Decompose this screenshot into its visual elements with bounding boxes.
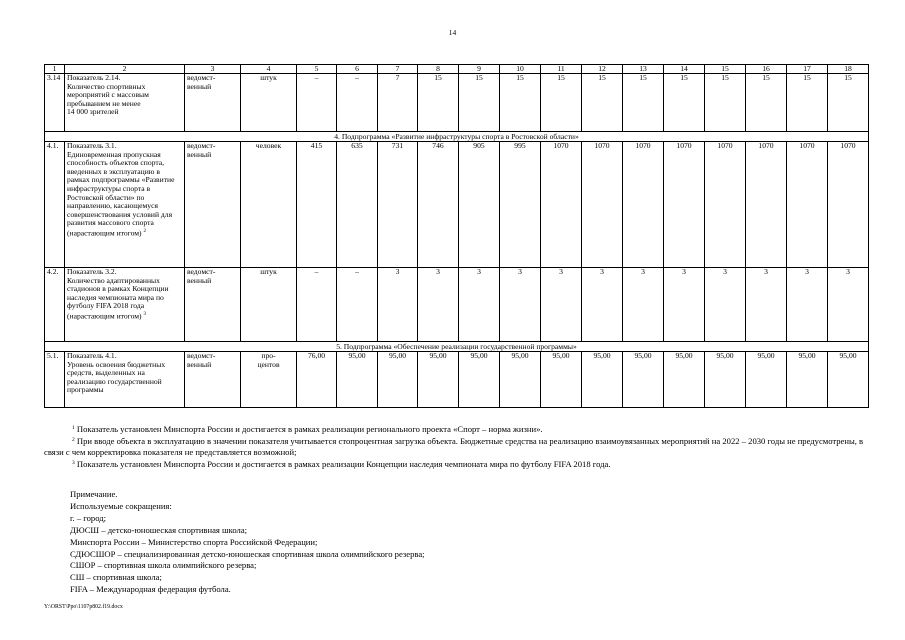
value-cell: [705, 74, 746, 132]
value-cell: [418, 352, 459, 408]
section-title: 5. Подпрограмма «Обеспечение реализации государственной программы»: [45, 342, 869, 352]
value-cell-text: 3: [477, 267, 481, 276]
footnote-text: При вводе объекта в эксплуатацию в значении показателя учитывается стопроцентная загрузка объекта. Бюджетные средства на реализацию взаимоувязанных мероприятий на 2022 – 2030 годы не предусмотрены, в связи с чем корректировка показателя не представляется возможной;: [44, 435, 864, 458]
value-cell: [664, 268, 705, 342]
value-cell: [582, 268, 623, 342]
page-number: 14: [448, 28, 457, 37]
value-cell: [705, 268, 746, 342]
value-cell: [541, 352, 582, 408]
table-header-row: [45, 65, 869, 74]
value-cell: [787, 74, 828, 132]
header-cell: 7: [378, 65, 418, 74]
data-source-text: ведомст- венный: [187, 141, 216, 159]
row-number: [45, 142, 65, 268]
indicators-table: [44, 64, 869, 408]
value-cell: [828, 74, 869, 132]
value-cell: [418, 268, 459, 342]
data-source: [185, 268, 241, 342]
indicator-name-text: Показатель 3.2. Количество адаптированных стадионов в рамках Концепции наследия чемпионата мира по футболу FIFA 2018 года (нарастающим итогом): [67, 267, 169, 321]
value-cell-text: 95,00: [511, 351, 529, 360]
value-cell-text: –: [314, 73, 319, 82]
value-cell: [541, 142, 582, 268]
value-cell: [664, 352, 705, 408]
unit: [241, 142, 297, 268]
row-number: [45, 268, 65, 342]
value-cell-text: 15: [680, 73, 688, 82]
value-cell-text: 15: [721, 73, 729, 82]
value-cell: [500, 142, 541, 268]
value-cell: [541, 74, 582, 132]
value-cell: [378, 352, 418, 408]
section-row: [45, 342, 869, 352]
value-cell: [337, 74, 378, 132]
value-cell: [623, 74, 664, 132]
indicator-name: [65, 268, 185, 342]
value-cell-text: 95,00: [675, 351, 693, 360]
value-cell-text: 3: [559, 267, 563, 276]
row-number: [45, 74, 65, 132]
value-cell-text: 15: [639, 73, 647, 82]
remark-line: ДЮСШ – детско-юношеская спортивная школа;: [70, 524, 248, 535]
value-cell: [378, 74, 418, 132]
header-cell: 6: [337, 65, 378, 74]
header-cell: 14: [664, 65, 705, 74]
value-cell-text: 1070: [676, 141, 692, 150]
header-cell: 10: [500, 65, 541, 74]
header-cell: 17: [787, 65, 828, 74]
value-cell-text: 95,00: [429, 351, 447, 360]
unit-text: человек: [255, 141, 282, 150]
value-cell-text: 95,00: [470, 351, 488, 360]
value-cell-text: 1070: [635, 141, 651, 150]
remark-line: СДЮСШОР – специализированная детско-юношеская спортивная школа олимпийского резерва;: [70, 548, 425, 559]
value-cell-text: 635: [351, 141, 363, 150]
value-cell-text: 95,00: [634, 351, 652, 360]
footnote: [44, 424, 864, 436]
value-cell-text: 1070: [717, 141, 733, 150]
value-cell: [828, 352, 869, 408]
value-cell-text: 3: [846, 267, 850, 276]
table-row: [45, 268, 869, 342]
value-cell-text: 7: [395, 73, 400, 82]
value-cell: [459, 142, 500, 268]
remark-line: FIFA – Международная федерация футбола.: [70, 584, 231, 595]
value-cell-text: 15: [803, 73, 811, 82]
value-cell-text: 731: [391, 141, 404, 150]
unit-text: про- центов: [257, 351, 280, 369]
footnote-mark: 2: [72, 436, 75, 443]
value-cell: [787, 352, 828, 408]
header-cell: 8: [418, 65, 459, 74]
header-cell: 13: [623, 65, 664, 74]
value-cell-text: 15: [434, 73, 442, 82]
value-cell: [378, 142, 418, 268]
value-cell-text: 1070: [840, 141, 856, 150]
header-cell: 4: [241, 65, 297, 74]
footnote-text: Показатель установлен Минспорта России и достигается в рамках реализации регионального проекта «Спорт – норма жизни».: [74, 424, 543, 434]
value-cell-text: 3: [682, 267, 686, 276]
value-cell: [297, 142, 337, 268]
value-cell: [746, 352, 787, 408]
value-cell: [297, 268, 337, 342]
value-cell-text: 15: [762, 73, 770, 82]
value-cell-text: 15: [475, 73, 483, 82]
value-cell-text: 3: [518, 267, 522, 276]
unit: [241, 268, 297, 342]
indicator-name-text: Показатель 2.14. Количество спортивных мероприятий с массовым пребыванием не менее 14 000 зрителей: [67, 73, 149, 117]
value-cell: [828, 268, 869, 342]
value-cell: [459, 352, 500, 408]
value-cell: [582, 352, 623, 408]
value-cell-text: 95,00: [798, 351, 816, 360]
indicator-name: [65, 142, 185, 268]
indicator-name-text: Показатель 3.1. Единовременная пропускная способность объектов спорта, введенных в эксплуатацию в рамках подпрограммы «Развитие инфраструктуры спорта в Ростовской области» по направлению, касающемуся совершенствования условий для развития массового спорта (нарастающим итогом): [67, 141, 175, 238]
row-number: [45, 352, 65, 408]
remark-line: СШ – спортивная школа;: [70, 572, 162, 583]
remark-line: г. – город;: [70, 512, 107, 523]
table-row: [45, 142, 869, 268]
data-source-text: ведомст- венный: [187, 267, 216, 285]
footnote-mark: 3: [143, 311, 146, 317]
value-cell-text: 1070: [799, 141, 815, 150]
data-source-text: ведомст- венный: [187, 73, 216, 91]
value-cell-text: 415: [310, 141, 323, 150]
header-cell: 2: [65, 65, 185, 74]
value-cell: [623, 352, 664, 408]
value-cell: [297, 352, 337, 408]
value-cell: [705, 142, 746, 268]
footer-file-path: Y:\ORST\Ppo\1107p802.f19.docx: [44, 604, 123, 610]
value-cell: [337, 142, 378, 268]
value-cell-text: 1070: [758, 141, 774, 150]
row-number-text: 4.2.: [47, 267, 59, 276]
value-cell-text: 3: [600, 267, 604, 276]
footnote-mark: 2: [143, 228, 146, 234]
row-number-text: 3.14: [47, 73, 61, 82]
value-cell-text: 76,00: [307, 351, 326, 360]
value-cell: [787, 268, 828, 342]
value-cell: [746, 142, 787, 268]
data-source-text: ведомст- венный: [187, 351, 216, 369]
header-cell: 18: [828, 65, 869, 74]
value-cell-text: 15: [598, 73, 606, 82]
value-cell-text: 3: [723, 267, 727, 276]
value-cell: [541, 268, 582, 342]
value-cell-text: 95,00: [388, 351, 407, 360]
section-row: [45, 132, 869, 142]
value-cell: [705, 352, 746, 408]
section-title: 4. Подпрограмма «Развитие инфраструктуры спорта в Ростовской области»: [45, 132, 869, 142]
value-cell-text: 3: [436, 267, 440, 276]
value-cell: [337, 268, 378, 342]
header-cell: 12: [582, 65, 623, 74]
data-source: [185, 74, 241, 132]
footnote-mark: 1: [72, 425, 75, 431]
unit-text: штук: [260, 267, 277, 276]
data-source: [185, 352, 241, 408]
unit: [241, 352, 297, 408]
indicator-name-text: Показатель 4.1. Уровень освоения бюджетных средств, выделенных на реализацию государственной программы: [67, 351, 166, 395]
value-cell: [623, 268, 664, 342]
value-cell: [418, 74, 459, 132]
table-row: [45, 74, 869, 132]
header-cell: 1: [45, 65, 65, 74]
indicator-name: [65, 352, 185, 408]
table-row: [45, 352, 869, 408]
value-cell-text: 95,00: [348, 351, 366, 360]
indicator-name: [65, 74, 185, 132]
value-cell: [582, 142, 623, 268]
footnote-text: Показатель установлен Минспорта России и достигается в рамках реализации Концепции наследия чемпионата мира по футболу FIFA 2018 года.: [74, 458, 611, 469]
row-number-text: 4.1.: [47, 141, 59, 150]
value-cell: [378, 268, 418, 342]
value-cell: [418, 142, 459, 268]
remark-line: СШОР – спортивная школа олимпийского резерва;: [70, 560, 257, 571]
value-cell-text: 15: [516, 73, 524, 82]
footnote-mark: 3: [72, 459, 75, 466]
remarks-block: [70, 489, 425, 596]
data-source: [185, 142, 241, 268]
unit: [241, 74, 297, 132]
value-cell-text: 15: [844, 73, 852, 82]
footnote: [44, 436, 864, 459]
value-cell-text: 995: [514, 141, 526, 150]
value-cell: [664, 142, 705, 268]
value-cell: [500, 74, 541, 132]
header-cell: 9: [459, 65, 500, 74]
value-cell-text: 905: [473, 141, 485, 150]
value-cell-text: 95,00: [593, 351, 611, 360]
header-cell: 15: [705, 65, 746, 74]
value-cell-text: –: [314, 267, 319, 276]
header-cell: 11: [541, 65, 582, 74]
value-cell-text: 1070: [594, 141, 610, 150]
value-cell: [582, 74, 623, 132]
value-cell: [664, 74, 705, 132]
row-number-text: 5.1.: [47, 351, 59, 360]
value-cell: [500, 268, 541, 342]
value-cell-text: 1070: [553, 141, 569, 150]
value-cell: [297, 74, 337, 132]
footnote: [44, 459, 864, 471]
value-cell-text: 3: [641, 267, 645, 276]
value-cell: [459, 74, 500, 132]
header-cell: 16: [746, 65, 787, 74]
value-cell-text: 3: [805, 267, 809, 276]
value-cell-text: 95,00: [716, 351, 734, 360]
header-cell: 5: [297, 65, 337, 74]
value-cell: [623, 142, 664, 268]
value-cell-text: 95,00: [757, 351, 775, 360]
value-cell: [500, 352, 541, 408]
footnotes: [44, 424, 864, 470]
value-cell: [828, 142, 869, 268]
remark-line: Минспорта России – Министерство спорта Российской Федерации;: [70, 536, 318, 547]
header-cell: 3: [185, 65, 241, 74]
value-cell-text: 746: [432, 141, 444, 150]
value-cell-text: 3: [395, 267, 400, 276]
remark-line: Примечание.: [70, 489, 118, 499]
value-cell-text: 15: [557, 73, 565, 82]
value-cell-text: 95,00: [839, 351, 857, 360]
unit-text: штук: [260, 73, 277, 82]
value-cell: [746, 268, 787, 342]
value-cell-text: 95,00: [552, 351, 570, 360]
value-cell-text: –: [355, 73, 359, 82]
value-cell: [746, 74, 787, 132]
value-cell: [459, 268, 500, 342]
remark-line: Используемые сокращения:: [70, 500, 172, 511]
value-cell: [787, 142, 828, 268]
value-cell-text: 3: [764, 267, 768, 276]
value-cell-text: –: [355, 267, 359, 276]
value-cell: [337, 352, 378, 408]
